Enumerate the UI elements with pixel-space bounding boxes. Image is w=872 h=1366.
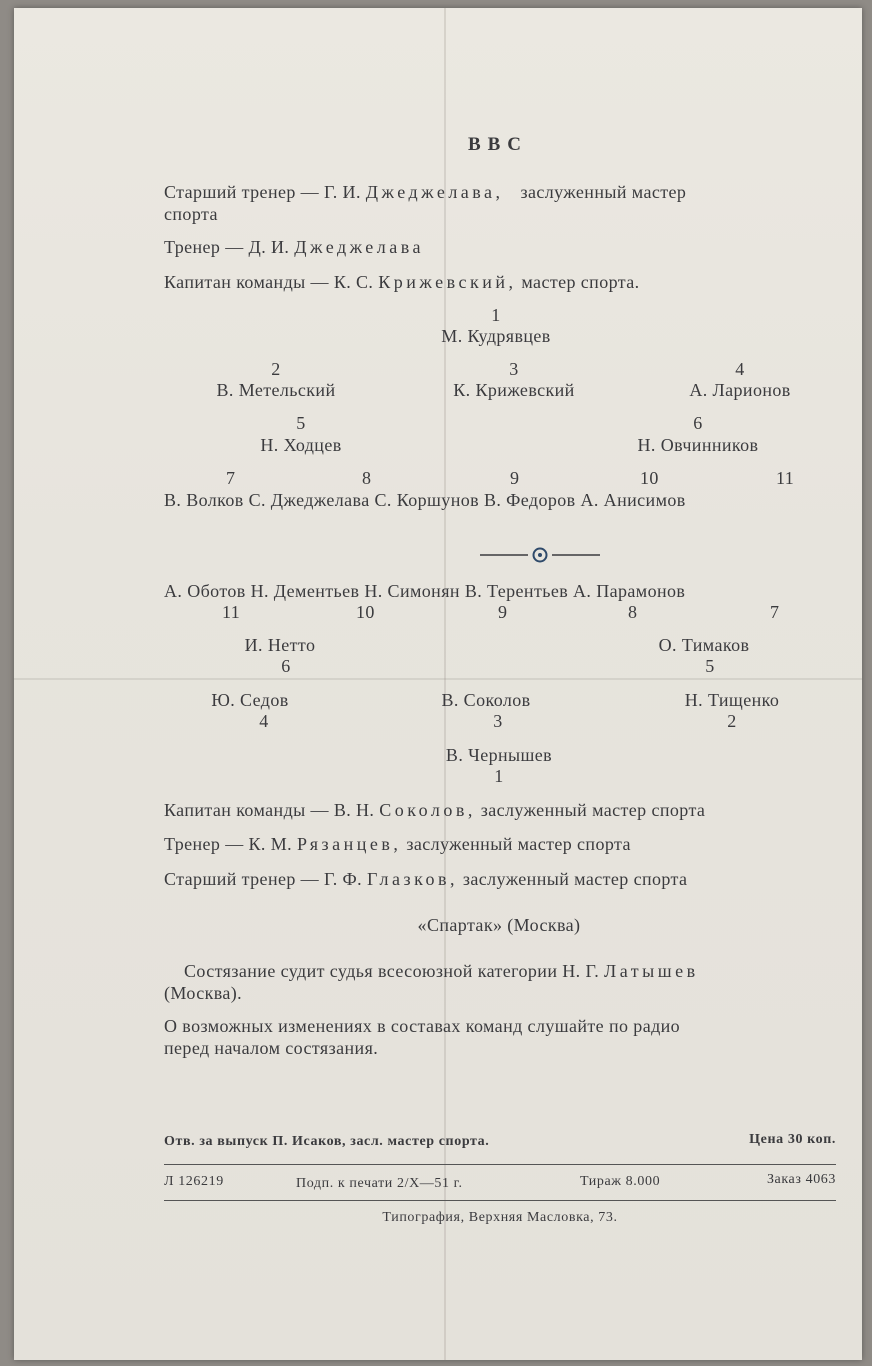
referee-text: Состязание судит судья всесоюзной категории Н. Г. [184,961,600,981]
team1-forward-line [164,490,686,511]
team1-player-name: В. Волков [164,490,244,510]
ball-separator-icon [480,546,600,564]
team2-coach-label: Тренер — К. М. [164,834,293,854]
fold-crease-vertical [444,8,446,1360]
team2-coach-surname: Рязанцев, [296,834,402,854]
notice-line-2: перед началом состязания. [164,1038,379,1058]
team1-player-number: 2 [271,359,281,379]
team2-coach-line [164,834,631,855]
team1-player-number: 9 [510,468,520,488]
team2-player-name: Н. Дементьев [250,581,360,601]
team2-player-number: 3 [493,711,503,731]
footer-order: Заказ 4063 [766,1172,836,1187]
team2-name: «Спартак» (Москва) [417,915,581,935]
team1-player-name: С. Джеджелава [248,490,370,510]
team1-coach-line [164,237,424,258]
team1-player-name: В. Метельский [216,380,336,400]
team1-player-number: 4 [735,359,745,379]
footer-price: Цена 30 коп. [749,1132,836,1147]
referee-city: (Москва). [164,983,243,1003]
team1-player-number: 7 [226,468,236,488]
team1-player-number: 10 [640,468,659,488]
team1-captain-title: мастер спорта. [521,272,640,292]
team1-head-coach-title-cont: спорта [164,204,218,224]
team2-head-coach-title: заслуженный мастер спорта [462,869,688,889]
footer-responsible: Отв. за выпуск П. Исаков, засл. мастер спорта. [164,1134,490,1149]
team2-player-number: 6 [281,656,291,676]
notice-line-1: О возможных изменениях в составах команд слушайте по радио [164,1016,681,1036]
team2-head-coach-line [164,869,687,890]
team1-head-coach-label: Старший тренер — Г. И. [164,182,361,202]
team2-player-number: 1 [494,766,504,786]
team1-captain-line [164,272,640,293]
team1-coach-surname: Джеджелава [294,237,425,257]
team1-player-name: С. Коршунов [374,490,480,510]
team2-player-number: 2 [727,711,737,731]
team1-head-coach-line [164,182,686,203]
team1-player-name: М. Кудрявцев [441,326,551,346]
team1-player-number: 1 [491,305,501,325]
team2-player-name: В. Чернышев [445,745,553,765]
team1-captain-surname: Крижевский, [378,272,517,292]
team2-player-number: 11 [222,602,241,622]
team2-player-number: 8 [628,602,638,622]
team1-player-number: 11 [776,468,795,488]
team2-player-name: О. Тимаков [658,635,750,655]
team2-player-name: Ю. Седов [211,690,289,710]
referee-surname: Латышев [604,961,699,981]
team2-player-name: В. Соколов [441,690,531,710]
team1-player-name: В. Федоров [483,490,576,510]
team1-player-name: А. Ларионов [689,380,791,400]
footer-signed: Подп. к печати 2/Х—51 г. [296,1176,463,1191]
team2-forward-line [164,581,685,602]
team2-captain-line [164,800,705,821]
footer-license: Л 126219 [164,1174,224,1189]
team1-player-number: 3 [509,359,519,379]
team2-player-name: Н. Симонян [364,581,460,601]
team2-player-number: 10 [356,602,375,622]
team1-player-name: А. Анисимов [580,490,686,510]
team2-player-number: 9 [498,602,508,622]
footer-rule-top [164,1164,836,1165]
team1-player-number: 8 [362,468,372,488]
team1-name: ВВС [467,134,529,155]
team2-player-name: В. Терентьев [464,581,569,601]
team1-player-name: Н. Ходцев [260,435,342,455]
team2-coach-title: заслуженный мастер спорта [406,834,631,854]
team1-player-name: Н. Овчинников [637,435,759,455]
team2-captain-title: заслуженный мастер спорта [480,800,706,820]
team2-head-coach-label: Старший тренер — Г. Ф. [164,869,363,889]
footer-printer: Типография, Верхняя Масловка, 73. [382,1210,618,1225]
team2-head-coach-surname: Глазков, [366,869,458,889]
team1-coach-label: Тренер — Д. И. [164,237,290,257]
team2-player-name: И. Нетто [244,635,316,655]
team2-player-number: 5 [705,656,715,676]
team2-player-name: А. Парамонов [573,581,686,601]
team1-player-number: 6 [693,413,703,433]
team1-player-number: 5 [296,413,306,433]
footer-rule-bottom [164,1200,836,1201]
team2-player-name: А. Оботов [164,581,246,601]
fold-crease-horizontal [14,678,862,680]
team2-captain-surname: Соколов, [379,800,476,820]
team1-player-name: К. Крижевский [453,380,575,400]
team2-player-name: Н. Тищенко [684,690,780,710]
referee-line [184,961,699,982]
program-sheet [14,8,862,1360]
team2-player-number: 4 [259,711,269,731]
team1-captain-label: Капитан команды — К. С. [164,272,374,292]
footer-print-run: Тираж 8.000 [580,1174,661,1189]
team1-head-coach-surname: Джеджелава, [365,182,504,202]
team2-captain-label: Капитан команды — В. Н. [164,800,375,820]
team2-player-number: 7 [770,602,780,622]
team1-head-coach-title: заслуженный мастер [520,182,687,202]
